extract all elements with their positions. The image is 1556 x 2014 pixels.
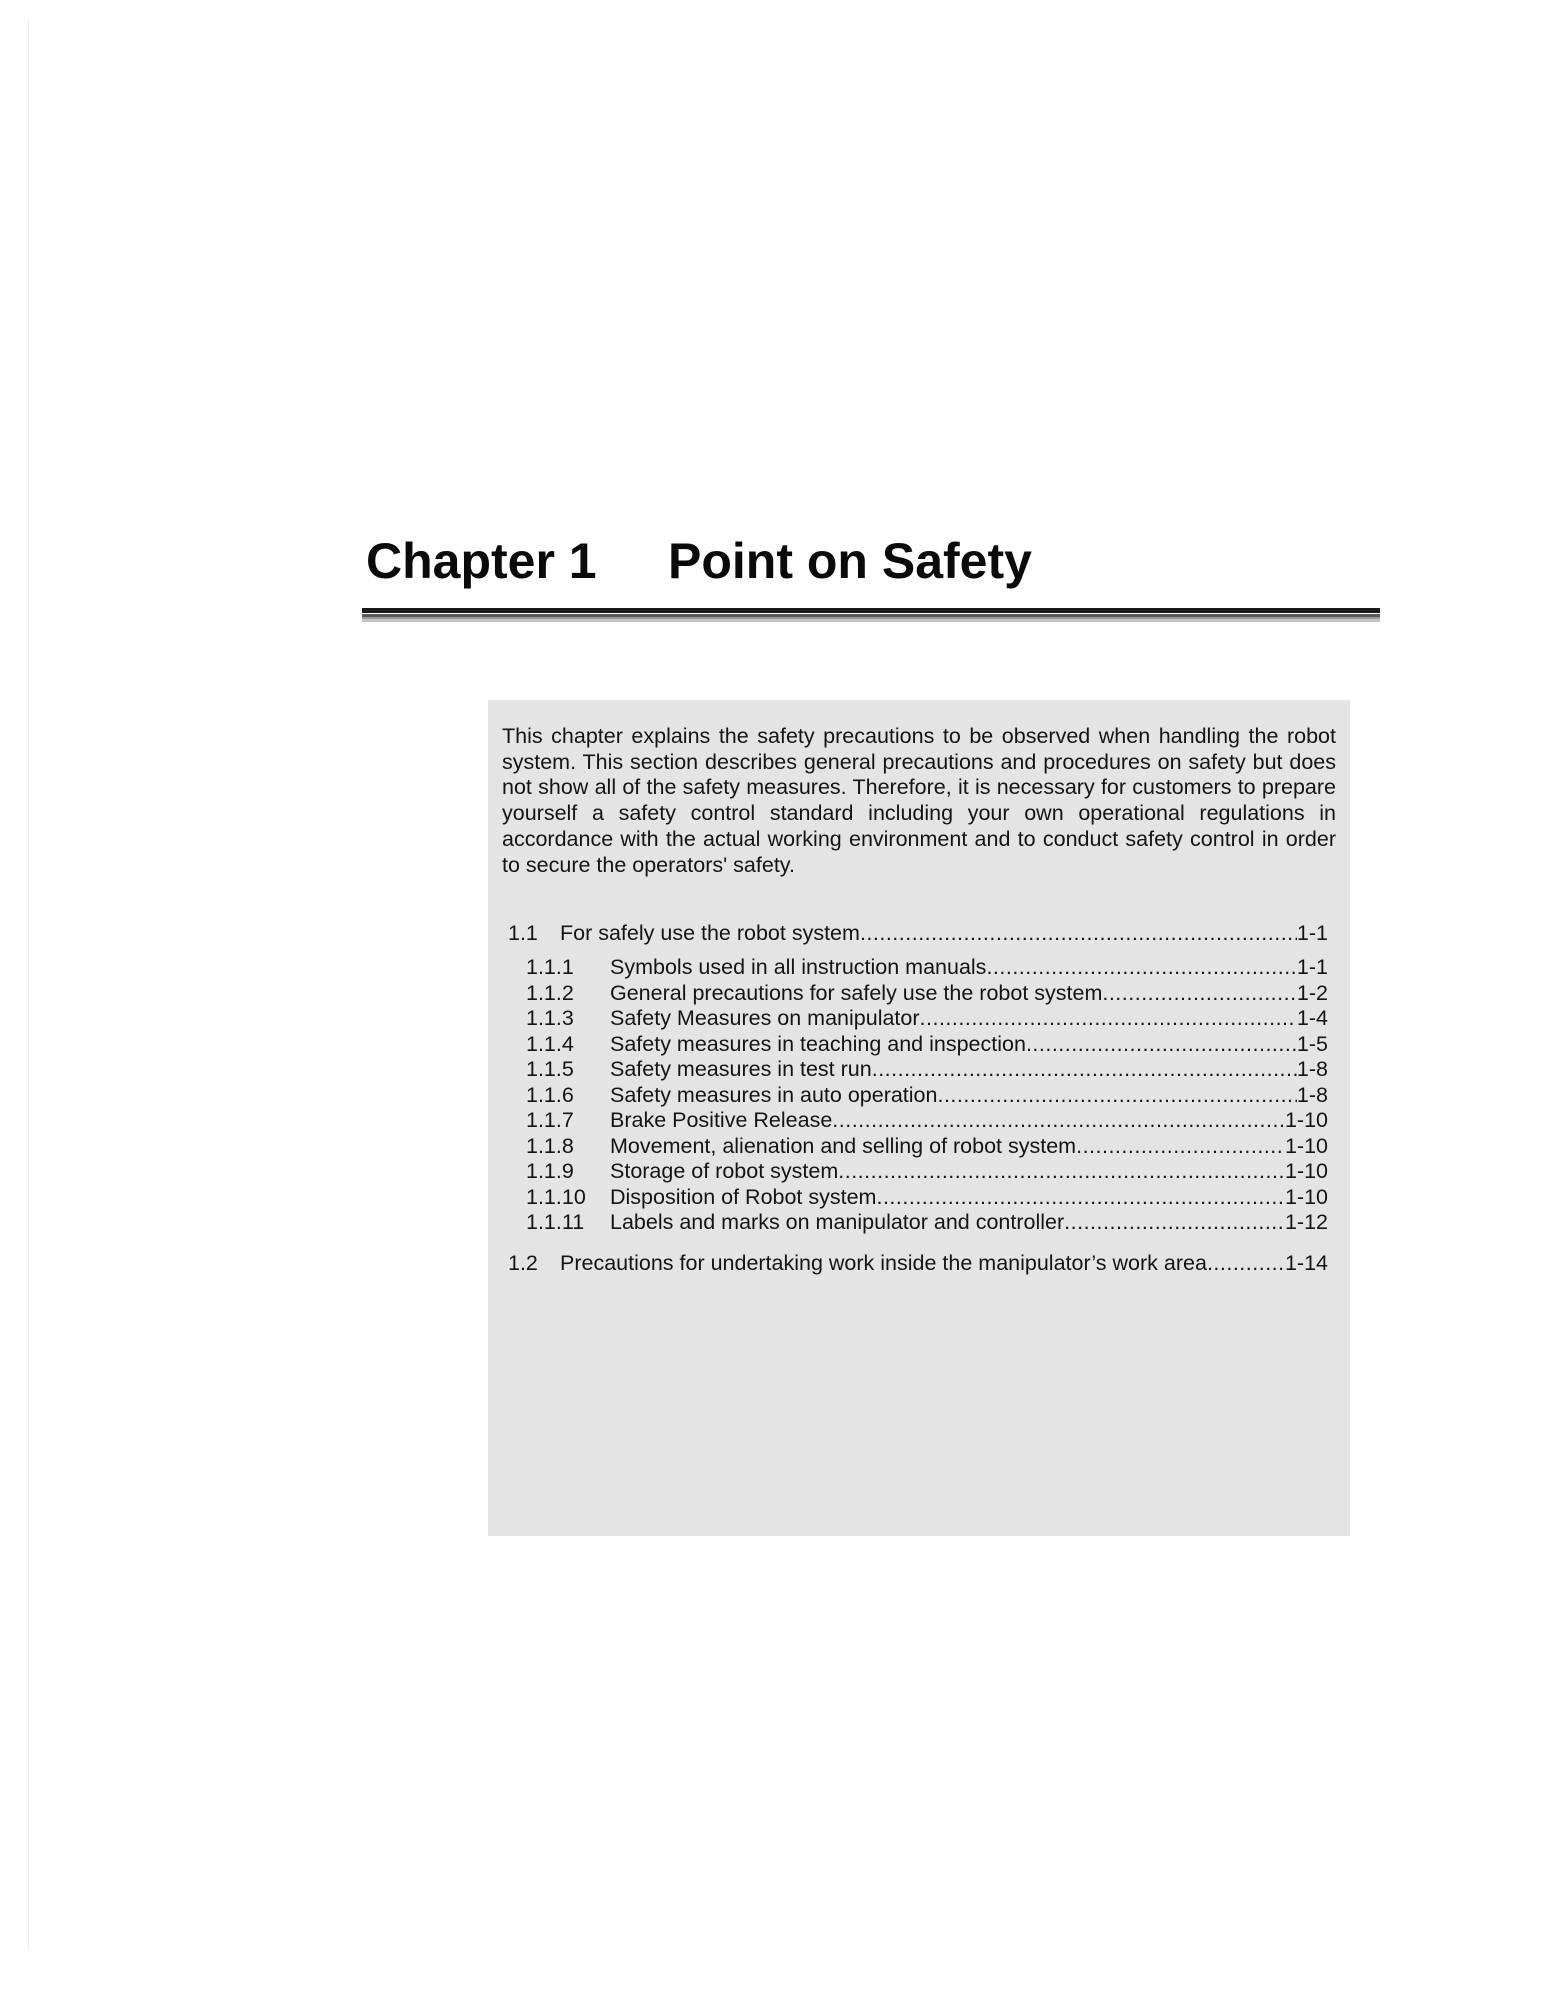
toc-entry-title: Safety measures in test run [610,1057,872,1081]
toc-entry-title: For safely use the robot system [560,921,860,945]
page-edge-line [28,20,29,1950]
toc-dot-leader [872,1056,1297,1082]
toc-entry-1-1[interactable] [508,920,1328,946]
toc-entry-number: 1.1.5 [526,1057,574,1081]
toc-dot-leader [876,1184,1284,1210]
toc-entry-title: Storage of robot system [610,1159,839,1183]
toc-entry-title: Safety measures in auto operation [610,1082,938,1107]
toc-entry-page: 1-8 [1296,1082,1328,1107]
chapter-intro-paragraph: This chapter explains the safety precautions to be observed when handling the robot system. This section describes general precautions and procedures on safety but does not show all of the safety measures. Therefore, it is necessary for customers to prepare yourself a safety control standard including your own operational regulations in accordance with the actual working environment and to conduct safety control in order to secure the operators' safety. [502,724,1336,877]
toc-entry-1-1-11[interactable] [508,1209,1328,1235]
toc-entry-title: Movement, alienation and selling of robot system [610,1133,1077,1158]
toc-entry-page: 1-12 [1284,1210,1328,1234]
toc-entry-number: 1.1.11 [526,1210,585,1234]
toc-entry-number: 1.1 [508,921,538,945]
chapter-heading-rule [362,608,1380,622]
chapter-number: Chapter 1 [366,533,597,589]
toc-dot-leader [838,1158,1285,1184]
toc-entry-number: 1.1.1 [526,955,574,979]
toc-entry-page: 1-10 [1284,1159,1328,1183]
toc-dot-leader [1064,1209,1285,1235]
toc-entry-number: 1.1.8 [526,1133,574,1158]
toc-entry-number: 1.1.2 [526,980,574,1005]
toc-entry-page: 1-8 [1296,1057,1328,1081]
chapter-heading [366,526,1032,596]
toc-entry-number: 1.1.6 [526,1082,574,1107]
toc-dot-leader [860,920,1297,946]
toc-entry-title: Safety Measures on manipulator [610,1006,920,1030]
chapter-title: Point on Safety [668,533,1032,589]
toc-entry-page: 1-10 [1284,1133,1328,1158]
toc-entry-1-2[interactable] [508,1250,1328,1276]
toc-entry-1-1-4[interactable] [508,1031,1328,1057]
toc-entry-number: 1.1.4 [526,1031,574,1056]
toc-dot-leader [1076,1133,1285,1159]
toc-entry-title: General precautions for safely use the robot system [610,980,1103,1005]
toc-entry-page: 1-4 [1296,1006,1328,1030]
toc-dot-leader [1026,1031,1297,1057]
toc-entry-1-1-1[interactable] [508,954,1328,980]
toc-entry-title: Brake Positive Release [610,1108,833,1132]
toc-dot-leader [937,1082,1296,1108]
toc-entry-1-1-8[interactable] [508,1133,1328,1159]
toc-entry-number: 1.2 [508,1251,538,1275]
toc-entry-number: 1.1.3 [526,1006,574,1030]
toc-entry-title: Precautions for undertaking work inside the manipulator’s work area [560,1251,1207,1275]
toc-entry-number: 1.1.7 [526,1108,574,1132]
toc-dot-leader [1207,1250,1285,1276]
toc-entry-page: 1-14 [1284,1251,1328,1275]
toc-entry-number: 1.1.9 [526,1159,574,1183]
toc-dot-leader [986,954,1296,980]
toc-entry-title: Disposition of Robot system [610,1184,877,1209]
toc-entry-1-1-5[interactable] [508,1056,1328,1082]
toc-dot-leader [1102,980,1297,1006]
toc-entry-page: 1-10 [1284,1108,1328,1132]
toc-entry-page: 1-2 [1296,980,1328,1005]
toc-dot-leader [832,1107,1285,1133]
toc-entry-title: Labels and marks on manipulator and controller [610,1210,1065,1234]
toc-dot-leader [920,1005,1297,1031]
toc-entry-page: 1-1 [1296,921,1328,945]
toc-entry-1-1-6[interactable] [508,1082,1328,1108]
chapter-summary-box [488,700,1350,1536]
toc-entry-number: 1.1.10 [526,1184,586,1209]
toc-entry-1-1-10[interactable] [508,1184,1328,1210]
toc-entry-page: 1-10 [1284,1184,1328,1209]
toc-entry-1-1-9[interactable] [508,1158,1328,1184]
toc-entry-page: 1-1 [1296,955,1328,979]
toc-entry-1-1-3[interactable] [508,1005,1328,1031]
toc-entry-title: Safety measures in teaching and inspection [610,1031,1026,1056]
toc-entry-1-1-7[interactable] [508,1107,1328,1133]
toc-entry-page: 1-5 [1296,1031,1328,1056]
toc-entry-title: Symbols used in all instruction manuals [610,955,987,979]
toc-entry-1-1-2[interactable] [508,980,1328,1006]
